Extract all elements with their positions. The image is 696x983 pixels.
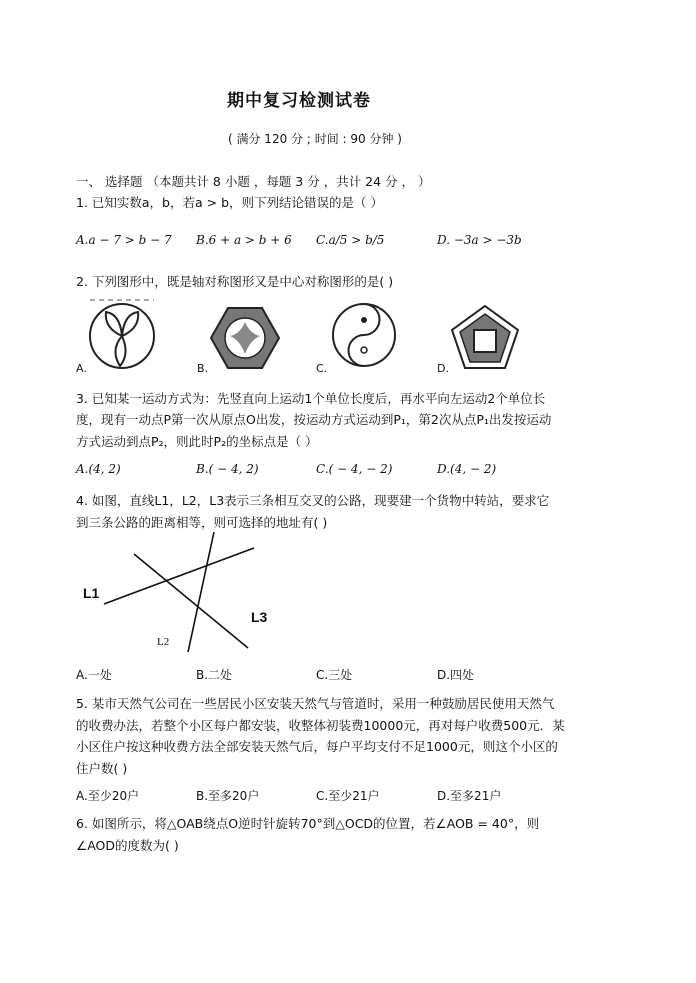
page-title: 期中复习检测试卷	[227, 91, 371, 111]
q2-figure-b	[210, 306, 280, 370]
q1-option-d: D. −3a > −3b	[437, 233, 522, 247]
exam-info: ( 满分 120 分 ; 时间 : 90 分钟 )	[228, 132, 402, 146]
q4-option-b: B.二处	[196, 668, 233, 682]
question-3-line-1: 3. 已知某一运动方式为：先竖直向上运动1个单位长度后，再水平向左运动2个单位长	[76, 391, 546, 406]
q3-option-d: D.(4, − 2)	[437, 462, 497, 476]
q3-option-b: B.( − 4, 2)	[196, 462, 259, 476]
q5-option-a: A.至少20户	[76, 789, 140, 803]
q4-option-c: C.三处	[316, 668, 353, 682]
q1-option-a: A.a − 7 > b − 7	[76, 233, 172, 247]
q5-option-d: D.至多21户	[437, 789, 502, 803]
q2-figure-c	[331, 302, 397, 368]
question-6-line-1: 6. 如图所示，将△OAB绕点O逆时针旋转70°到△OCD的位置，若∠AOB = 40°，则	[76, 816, 540, 831]
section-heading: 一、 选择题 （本题共计 8 小题 ，每题 3 分 ，共计 24 分 ， ）	[76, 174, 431, 189]
q2-label-c: C.	[316, 362, 328, 375]
question-5-line-1: 5. 某市天然气公司在一些居民小区安装天然气与管道时，采用一种鼓励居民使用天然气	[76, 696, 555, 711]
q3-option-c: C.( − 4, − 2)	[316, 462, 393, 476]
question-5-line-3: 小区住户按这种收费方法全部安装天然气后，每户平均支付不足1000元，则这个小区的	[76, 739, 558, 754]
q5-option-c: C.至少21户	[316, 789, 380, 803]
q4-option-a: A.一处	[76, 668, 112, 682]
q2-label-a: A.	[76, 362, 87, 375]
question-5-line-2: 的收费办法，若整个小区每户都安装，收整体初装费10000元，再对每户收费500元．某	[76, 718, 565, 733]
question-6-line-2: ∠AOD的度数为( )	[76, 838, 179, 853]
q2-label-b: B.	[197, 362, 209, 375]
question-2-stem: 2. 下列图形中，既是轴对称图形又是中心对称图形的是( )	[76, 274, 394, 289]
q2-figure-a	[86, 298, 158, 370]
question-3-line-2: 度，现有一动点P第一次从原点O出发，按运动方式运动到P₁，第2次从点P₁出发按运动	[76, 412, 552, 427]
q4-road-figure	[76, 530, 276, 654]
question-5-line-4: 住户数( )	[76, 761, 128, 776]
road-label-l3: L3	[251, 609, 268, 625]
q1-option-b: B.6 + a > b + 6	[196, 233, 292, 247]
q2-figure-d	[450, 304, 520, 370]
q1-option-c: C.a/5 > b/5	[316, 233, 385, 247]
road-label-l2: L2	[157, 636, 170, 648]
q2-label-d: D.	[437, 362, 449, 375]
q4-option-d: D.四处	[437, 668, 475, 682]
question-4-line-1: 4. 如图，直线L1，L2，L3表示三条相互交叉的公路，现要建一个货物中转站，要求它	[76, 493, 550, 508]
q5-option-b: B.至多20户	[196, 789, 260, 803]
question-1-stem: 1. 已知实数a，b，若a > b，则下列结论错误的是（ ）	[76, 195, 383, 210]
question-3-line-3: 方式运动到点P₂，则此时P₂的坐标点是（ ）	[76, 434, 318, 449]
q3-option-a: A.(4, 2)	[76, 462, 121, 476]
road-label-l1: L1	[83, 585, 100, 601]
question-4-line-2: 到三条公路的距离相等，则可选择的地址有( )	[76, 515, 328, 530]
